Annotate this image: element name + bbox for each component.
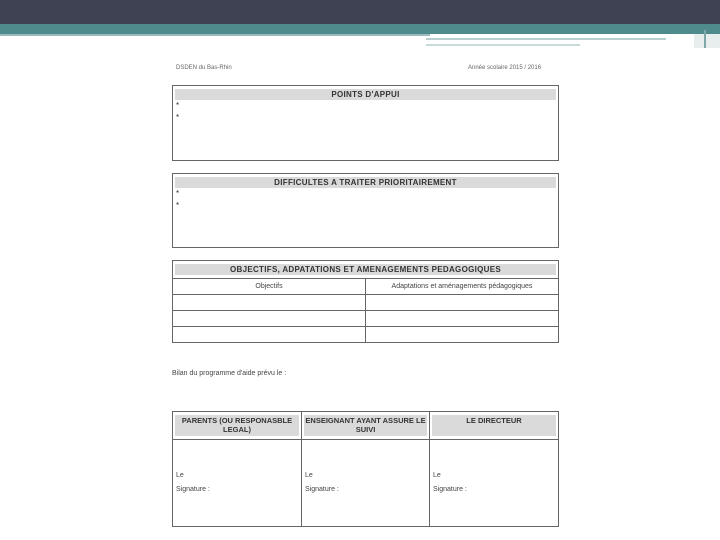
slide-header-corner [694,0,720,48]
adaptations-header: Adaptations et aménagements pédagogiques [391,283,533,290]
signature-label: Signature : [176,486,210,493]
slide-header-line [426,38,666,40]
table-cell [173,311,366,326]
parents-title: PARENTS (OU RESPONASBLE LEGAL) [175,415,299,436]
parents-column [173,412,302,526]
enseignant-column [302,412,430,526]
date-label: Le [176,472,184,479]
difficultes-title: DIFFICULTES A TRAITER PRIORITAIREMENT [175,177,556,188]
table-row [173,294,558,310]
objectifs-table [172,260,559,343]
slide-header-line [0,34,430,36]
table-cell [366,311,558,326]
divider [430,439,558,440]
date-label: Le [433,472,441,479]
points-appui-bullet: * [176,101,180,110]
slide-header-line [426,44,580,46]
scanned-form [172,60,558,530]
points-appui-bullet: * [176,113,180,122]
form-school-year: Année scolaire 2015 / 2016 [468,65,542,71]
table-row [173,326,558,342]
table-cell [173,327,366,342]
points-appui-title: POINTS D'APPUI [175,89,556,100]
slide-header-bar [0,0,720,24]
signatures-table [172,411,559,527]
points-appui-section [172,85,559,161]
signature-label: Signature : [305,486,339,493]
objectifs-title: OBJECTIFS, ADPATATIONS ET AMENAGEMENTS PEDAGOGIQUES [175,264,556,275]
table-cell [366,327,558,342]
signature-label: Signature : [433,486,467,493]
table-row [173,278,558,294]
divider [173,439,301,440]
date-label: Le [305,472,313,479]
form-organization: DSDEN du Bas-Rhin [176,65,232,71]
difficultes-bullet: * [176,201,180,210]
difficultes-section [172,173,559,248]
objectifs-header: Objectifs [173,279,366,294]
directeur-title: LE DIRECTEUR [432,415,556,436]
table-cell [173,295,366,310]
directeur-column [430,412,558,526]
enseignant-title: ENSEIGNANT AYANT ASSURE LE SUIVI [305,416,426,434]
divider [302,439,429,440]
table-cell [366,295,558,310]
difficultes-bullet: * [176,189,180,198]
corner-notch [704,30,706,48]
bilan-label: Bilan du programme d'aide prévu le : [172,370,287,377]
table-row [173,310,558,326]
slide-header-accent [0,24,720,34]
